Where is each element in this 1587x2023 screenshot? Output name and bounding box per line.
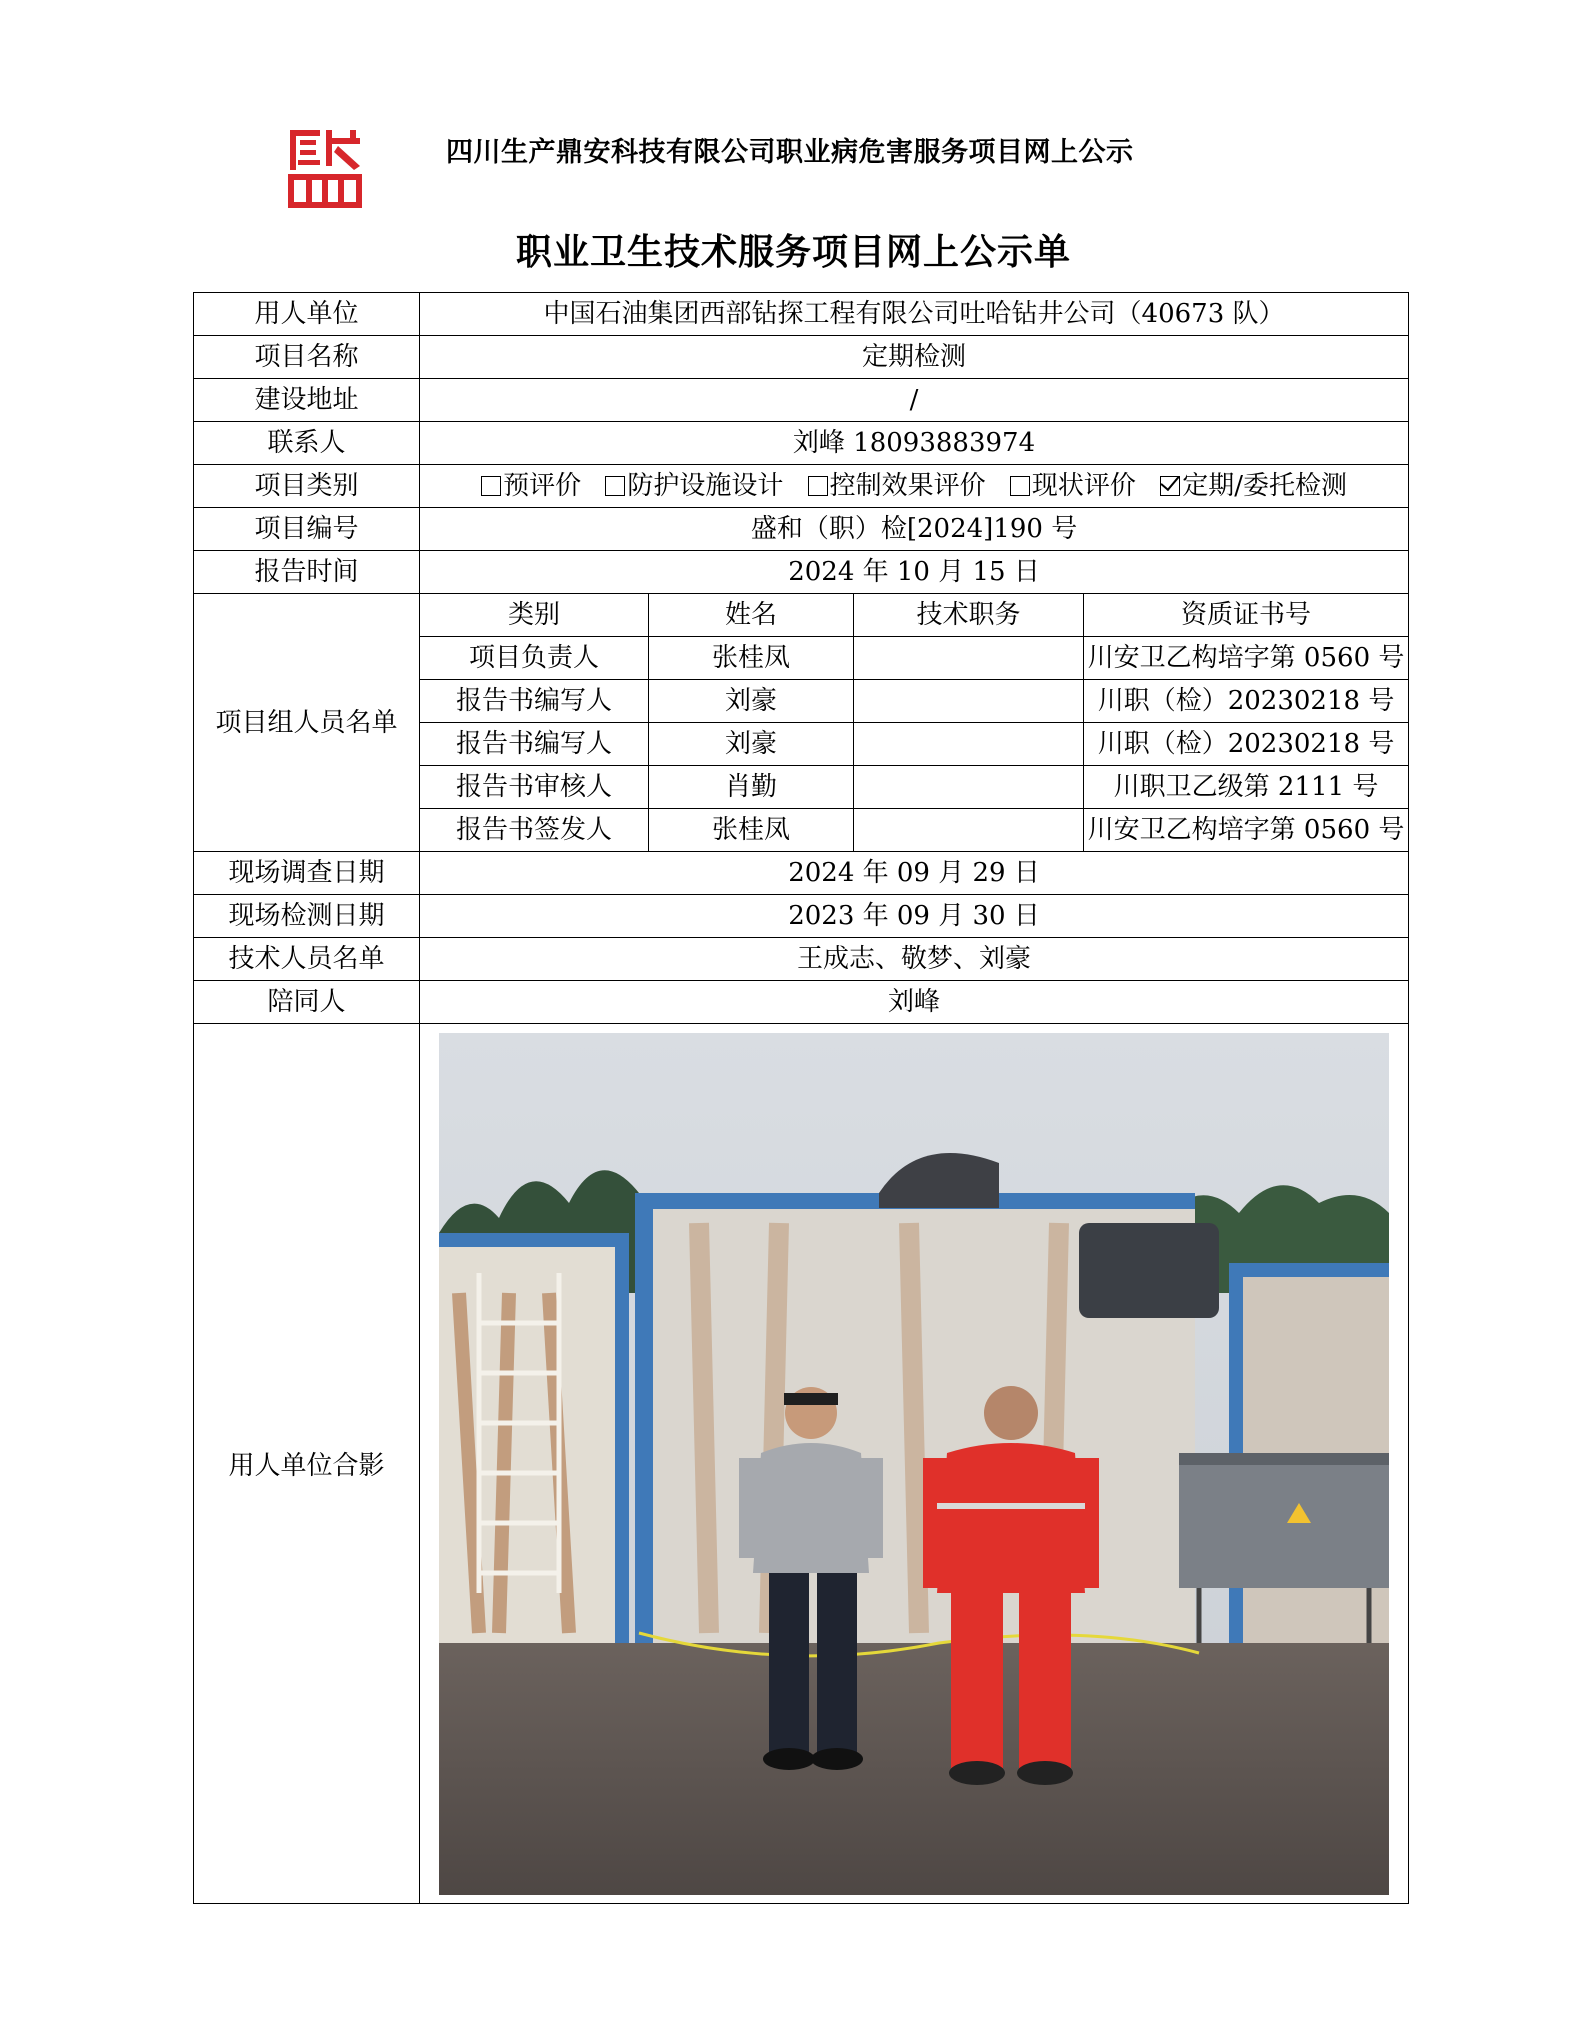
member-role: 项目负责人 xyxy=(420,637,649,680)
document-title: 职业卫生技术服务项目网上公示单 xyxy=(515,231,1071,273)
company-notice-title: 四川生产鼎安科技有限公司职业病危害服务项目网上公示 xyxy=(446,137,1134,168)
member-name: 张桂凤 xyxy=(649,809,854,852)
team-header-row xyxy=(194,594,1409,637)
member-role: 报告书编写人 xyxy=(420,723,649,766)
member-role: 报告书编写人 xyxy=(420,680,649,723)
group-photo xyxy=(439,1033,1389,1895)
row-employer xyxy=(194,293,1409,336)
test-date-value: 2023 年 09 月 30 日 xyxy=(420,895,1409,938)
project-name-label: 项目名称 xyxy=(194,336,420,379)
survey-date-value: 2024 年 09 月 29 日 xyxy=(420,852,1409,895)
project-name-value: 定期检测 xyxy=(420,336,1409,379)
contact-label: 联系人 xyxy=(194,422,420,465)
member-role: 报告书签发人 xyxy=(420,809,649,852)
category-option-protection-design[interactable]: 防护设施设计 xyxy=(605,471,783,501)
photo-label: 用人单位合影 xyxy=(194,1024,420,1904)
member-title xyxy=(854,809,1084,852)
project-no-label: 项目编号 xyxy=(194,508,420,551)
member-name: 肖勤 xyxy=(649,766,854,809)
category-option-pre-evaluation[interactable]: 预评价 xyxy=(481,471,581,501)
sheng-seal-logo xyxy=(286,128,364,210)
contact-value: 刘峰 18093883974 xyxy=(420,422,1409,465)
member-cert: 川职（检）20230218 号 xyxy=(1084,680,1409,723)
checkbox-checked-icon xyxy=(1160,476,1180,496)
member-title xyxy=(854,766,1084,809)
member-title xyxy=(854,723,1084,766)
member-name: 张桂凤 xyxy=(649,637,854,680)
member-cert: 川安卫乙构培字第 0560 号 xyxy=(1084,637,1409,680)
member-cert: 川职卫乙级第 2111 号 xyxy=(1084,766,1409,809)
tech-staff-label: 技术人员名单 xyxy=(194,938,420,981)
member-name: 刘豪 xyxy=(649,680,854,723)
category-option-control-effect[interactable]: 控制效果评价 xyxy=(808,471,986,501)
category-label: 项目类别 xyxy=(194,465,420,508)
team-label: 项目组人员名单 xyxy=(194,594,420,852)
companion-value: 刘峰 xyxy=(420,981,1409,1024)
address-value: / xyxy=(420,379,1409,422)
member-title xyxy=(854,637,1084,680)
notice-table xyxy=(193,292,1409,1904)
team-header-title: 技术职务 xyxy=(854,594,1084,637)
row-photo xyxy=(194,1024,1409,1904)
photo-cell xyxy=(420,1024,1409,1904)
team-header-name: 姓名 xyxy=(649,594,854,637)
checkbox-unchecked-icon xyxy=(481,476,501,496)
row-report-time xyxy=(194,551,1409,594)
row-address xyxy=(194,379,1409,422)
member-cert: 川安卫乙构培字第 0560 号 xyxy=(1084,809,1409,852)
row-project-name xyxy=(194,336,1409,379)
row-test-date xyxy=(194,895,1409,938)
member-role: 报告书审核人 xyxy=(420,766,649,809)
member-cert: 川职（检）20230218 号 xyxy=(1084,723,1409,766)
project-no-value: 盛和（职）检[2024]190 号 xyxy=(420,508,1409,551)
category-options xyxy=(420,465,1409,508)
row-companion xyxy=(194,981,1409,1024)
row-tech-staff xyxy=(194,938,1409,981)
row-category xyxy=(194,465,1409,508)
category-option-status-evaluation[interactable]: 现状评价 xyxy=(1010,471,1136,501)
row-contact xyxy=(194,422,1409,465)
member-title xyxy=(854,680,1084,723)
employer-value: 中国石油集团西部钻探工程有限公司吐哈钻井公司（40673 队） xyxy=(420,293,1409,336)
test-date-label: 现场检测日期 xyxy=(194,895,420,938)
category-option-periodic-testing[interactable]: 定期/委托检测 xyxy=(1160,471,1347,501)
report-time-value: 2024 年 10 月 15 日 xyxy=(420,551,1409,594)
employer-label: 用人单位 xyxy=(194,293,420,336)
team-header-role: 类别 xyxy=(420,594,649,637)
survey-date-label: 现场调查日期 xyxy=(194,852,420,895)
member-name: 刘豪 xyxy=(649,723,854,766)
companion-label: 陪同人 xyxy=(194,981,420,1024)
checkbox-unchecked-icon xyxy=(605,476,625,496)
tech-staff-value: 王成志、敬梦、刘豪 xyxy=(420,938,1409,981)
report-time-label: 报告时间 xyxy=(194,551,420,594)
row-survey-date xyxy=(194,852,1409,895)
address-label: 建设地址 xyxy=(194,379,420,422)
row-project-no xyxy=(194,508,1409,551)
checkbox-unchecked-icon xyxy=(1010,476,1030,496)
team-header-cert: 资质证书号 xyxy=(1084,594,1409,637)
checkbox-unchecked-icon xyxy=(808,476,828,496)
